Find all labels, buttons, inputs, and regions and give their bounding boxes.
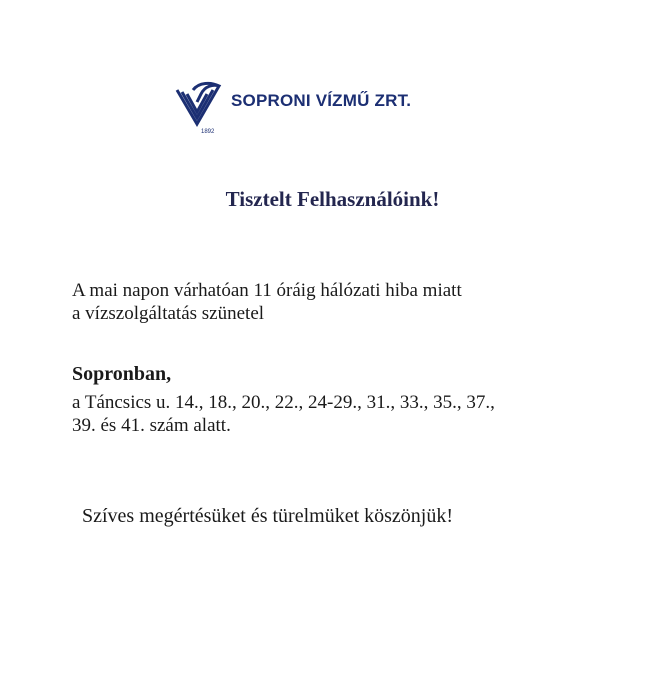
water-drop-v-logo-icon — [175, 80, 223, 136]
closing-text: Szíves megértésüket és türelmüket köszönjük! — [82, 505, 454, 527]
address-line-2: 39. és 41. szám alatt. — [72, 415, 231, 436]
address-line-1: a Táncsics u. 14., 18., 20., 22., 24-29., 31., 33., 35., 37., — [72, 392, 495, 413]
address-text — [72, 391, 632, 437]
notice-line-1: A mai napon várhatóan 11 óráig hálózati hiba miatt — [72, 280, 462, 301]
logo-year: 1892 — [201, 129, 215, 135]
company-logo — [175, 80, 411, 136]
notice-line-2: a vízszolgáltatás szünetel — [72, 303, 265, 324]
city-heading: Sopronban, — [72, 363, 172, 385]
company-name: SOPRONI VÍZMŰ ZRT. — [231, 91, 412, 110]
notice-text — [72, 279, 632, 325]
page-title: Tisztelt Felhasználóink! — [225, 187, 440, 211]
